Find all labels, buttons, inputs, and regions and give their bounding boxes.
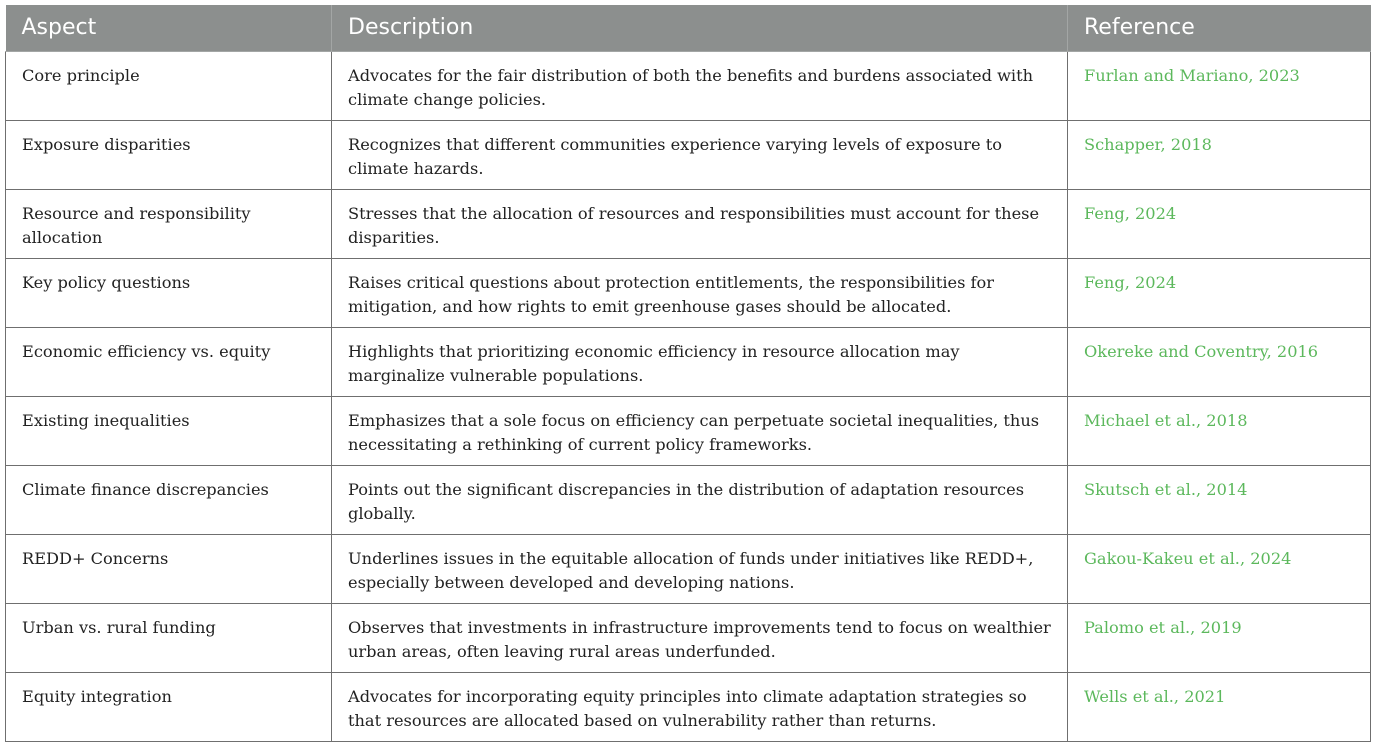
reference-link[interactable]: Michael et al., 2018 bbox=[1068, 396, 1371, 465]
aspects-table-container bbox=[5, 5, 1370, 742]
cell-aspect: Economic efficiency vs. equity bbox=[6, 327, 332, 396]
reference-link[interactable]: Schapper, 2018 bbox=[1068, 120, 1371, 189]
cell-description: Advocates for the fair distribution of both the benefits and burdens associated with climate change policies. bbox=[332, 51, 1068, 120]
table-body bbox=[6, 51, 1371, 741]
table-row bbox=[6, 396, 1371, 465]
table-row bbox=[6, 534, 1371, 603]
cell-aspect: Existing inequalities bbox=[6, 396, 332, 465]
table-row bbox=[6, 258, 1371, 327]
cell-description: Observes that investments in infrastructure improvements tend to focus on wealthier urban areas, often leaving rural areas underfunded. bbox=[332, 603, 1068, 672]
cell-aspect: Climate finance discrepancies bbox=[6, 465, 332, 534]
cell-description: Stresses that the allocation of resources and responsibilities must account for these disparities. bbox=[332, 189, 1068, 258]
reference-link[interactable]: Furlan and Mariano, 2023 bbox=[1068, 51, 1371, 120]
reference-link[interactable]: Feng, 2024 bbox=[1068, 189, 1371, 258]
table-row bbox=[6, 120, 1371, 189]
cell-description: Emphasizes that a sole focus on efficiency can perpetuate societal inequalities, thus necessitating a rethinking of current policy frameworks. bbox=[332, 396, 1068, 465]
cell-description: Highlights that prioritizing economic efficiency in resource allocation may marginalize vulnerable populations. bbox=[332, 327, 1068, 396]
table-row bbox=[6, 327, 1371, 396]
header-aspect: Aspect bbox=[6, 5, 332, 51]
reference-link[interactable]: Okereke and Coventry, 2016 bbox=[1068, 327, 1371, 396]
cell-description: Points out the significant discrepancies in the distribution of adaptation resources globally. bbox=[332, 465, 1068, 534]
reference-link[interactable]: Palomo et al., 2019 bbox=[1068, 603, 1371, 672]
cell-description: Recognizes that different communities experience varying levels of exposure to climate hazards. bbox=[332, 120, 1068, 189]
table-row bbox=[6, 672, 1371, 741]
reference-link[interactable]: Wells et al., 2021 bbox=[1068, 672, 1371, 741]
header-description: Description bbox=[332, 5, 1068, 51]
cell-aspect: Urban vs. rural funding bbox=[6, 603, 332, 672]
reference-link[interactable]: Gakou-Kakeu et al., 2024 bbox=[1068, 534, 1371, 603]
table-row bbox=[6, 465, 1371, 534]
reference-link[interactable]: Feng, 2024 bbox=[1068, 258, 1371, 327]
cell-aspect: Exposure disparities bbox=[6, 120, 332, 189]
cell-aspect: Core principle bbox=[6, 51, 332, 120]
table-row bbox=[6, 603, 1371, 672]
cell-aspect: Key policy questions bbox=[6, 258, 332, 327]
aspects-table bbox=[5, 5, 1371, 742]
cell-description: Raises critical questions about protection entitlements, the responsibilities for mitigation, and how rights to emit greenhouse gases should be allocated. bbox=[332, 258, 1068, 327]
table-row bbox=[6, 51, 1371, 120]
table-header bbox=[6, 5, 1371, 51]
cell-aspect: REDD+ Concerns bbox=[6, 534, 332, 603]
cell-aspect: Resource and responsibility allocation bbox=[6, 189, 332, 258]
header-row bbox=[6, 5, 1371, 51]
header-reference: Reference bbox=[1068, 5, 1371, 51]
cell-aspect: Equity integration bbox=[6, 672, 332, 741]
cell-description: Advocates for incorporating equity principles into climate adaptation strategies so that resources are allocated based on vulnerability rather than returns. bbox=[332, 672, 1068, 741]
reference-link[interactable]: Skutsch et al., 2014 bbox=[1068, 465, 1371, 534]
table-row bbox=[6, 189, 1371, 258]
cell-description: Underlines issues in the equitable allocation of funds under initiatives like REDD+, especially between developed and developing nations. bbox=[332, 534, 1068, 603]
